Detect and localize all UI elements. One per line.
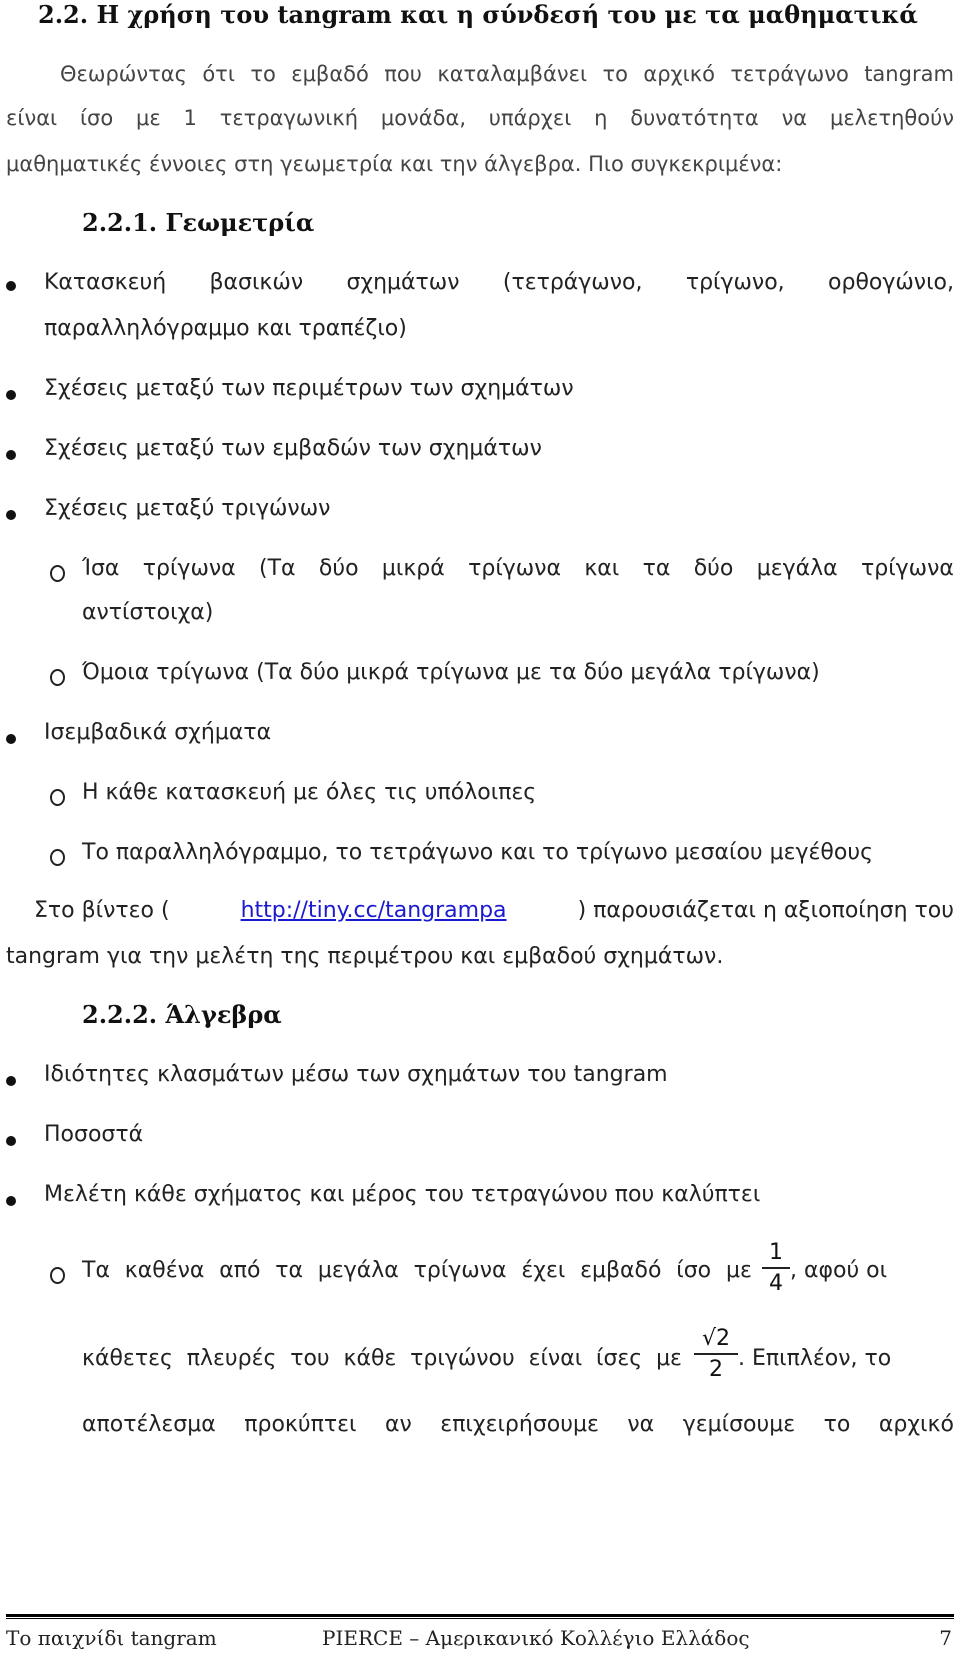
intro-line-2 [6, 106, 954, 130]
footer-rule [6, 1614, 954, 1617]
fraction-bar [694, 1353, 738, 1355]
word: κάθετες [82, 1346, 173, 1371]
algebra-bullet-2: Ποσοστά [44, 1122, 144, 1147]
word: τα [275, 1258, 304, 1283]
geometry-sub-3: Η κάθε κατασκευή με όλες τις υπόλοιπες [82, 780, 537, 805]
word: καθένα [124, 1258, 205, 1283]
word: τρίγωνα [413, 1258, 507, 1283]
algebra-bullet-1: Ιδιότητες κλασμάτων μέσω των σχημάτων του tangram [44, 1062, 668, 1087]
word: επιχειρήσουμε [440, 1412, 599, 1437]
word: είναι [528, 1346, 583, 1371]
word: δύο [693, 556, 734, 581]
geometry-bullet-4: Σχέσεις μεταξύ τριγώνων [44, 496, 331, 521]
word: Θεωρώντας [60, 62, 187, 86]
word: έχει [521, 1258, 566, 1283]
page-number: 7 [939, 1626, 952, 1650]
sub-bullet-circle [50, 565, 65, 582]
word: ότι [202, 62, 235, 86]
word: αρχικό [878, 1412, 954, 1437]
word: τρίγωνα [468, 556, 561, 581]
word: αν [384, 1412, 412, 1437]
word: τα [642, 556, 671, 581]
word: τρίγωνα [860, 556, 954, 581]
geometry-sub-1-line-2: αντίστοιχα) [82, 600, 214, 625]
word: του [290, 1346, 330, 1371]
fraction-one-quarter [762, 1240, 790, 1296]
geometry-bullet-3: Σχέσεις μεταξύ των εμβαδών των σχημάτων [44, 436, 542, 461]
algebra-sub-1-line-2 [82, 1346, 682, 1371]
word: 1 [183, 106, 197, 130]
word: τριγώνου [410, 1346, 515, 1371]
word: το [602, 62, 628, 86]
fraction-bar [762, 1267, 790, 1269]
geometry-bullet-1-line-2: παραλληλόγραμμο και τραπέζιο) [44, 316, 407, 341]
fraction-denominator: 2 [709, 1357, 723, 1382]
word: πλευρές [186, 1346, 277, 1371]
bullet-dot [6, 1196, 16, 1206]
video-text-after: ) παρουσιάζεται η αξιοποίηση του [577, 898, 954, 923]
word: αποτέλεσμα [82, 1412, 216, 1437]
word: καταλαμβάνει [437, 62, 588, 86]
footer-left: Το παιχνίδι tangram [6, 1626, 217, 1650]
sub-bullet-circle [50, 669, 65, 686]
sub-bullet-circle [50, 1267, 65, 1284]
word: (τετράγωνο, [502, 270, 643, 295]
word: με [656, 1346, 682, 1371]
bullet-dot [6, 1136, 16, 1146]
video-text-before: Στο βίντεο ( [34, 898, 170, 923]
algebra-sub-1-line-1 [82, 1258, 752, 1283]
geometry-bullet-1-line-1 [44, 270, 954, 295]
word: με [136, 106, 161, 130]
algebra-sub-1-line-2-end: . Επιπλέον, το [738, 1346, 892, 1371]
word: που [384, 62, 422, 86]
fraction-numerator: √2 [701, 1326, 730, 1351]
word: με [725, 1258, 752, 1283]
bullet-dot [6, 510, 16, 520]
word: μικρά [381, 556, 445, 581]
bullet-dot [6, 281, 16, 291]
word: tangram [864, 62, 954, 86]
word: μεγάλα [317, 1258, 399, 1283]
word: εμβαδό [580, 1258, 662, 1283]
word: μελετηθούν [829, 106, 954, 130]
word: από [219, 1258, 261, 1283]
word: προκύπτει [244, 1412, 357, 1437]
word: κάθε [343, 1346, 397, 1371]
word: είναι [6, 106, 58, 130]
fraction-denominator: 4 [769, 1271, 783, 1296]
algebra-sub-1-line-1-end [790, 1258, 954, 1283]
geometry-sub-4: Το παραλληλόγραμμο, το τετράγωνο και το τρίγωνο μεσαίου μεγέθους [82, 840, 873, 865]
word: γεμίσουμε [682, 1412, 796, 1437]
video-paragraph-line-2: tangram για την μελέτη της περιμέτρου και εμβαδού σχημάτων. [6, 944, 724, 969]
word: ίσες [596, 1346, 643, 1371]
word: σχημάτων [346, 270, 460, 295]
word: η [594, 106, 608, 130]
bullet-dot [6, 1076, 16, 1086]
word: και [584, 556, 620, 581]
word: μεγάλα [756, 556, 838, 581]
geometry-sub-1-line-1 [82, 556, 954, 581]
algebra-sub-1-line-3 [82, 1412, 954, 1437]
video-paragraph-line-1 [34, 898, 954, 923]
fraction-numerator: 1 [769, 1240, 783, 1265]
word: τρίγωνο, [685, 270, 785, 295]
geometry-sub-2: Όμοια τρίγωνα (Τα δύο μικρά τρίγωνα με τα δύο μεγάλα τρίγωνα) [82, 660, 820, 685]
word: ίσο [79, 106, 114, 130]
word: Κατασκευή [44, 270, 167, 295]
geometry-heading: 2.2.1. Γεωμετρία [82, 208, 315, 237]
word: Ίσα [82, 556, 120, 581]
word: ορθογώνιο, [828, 270, 954, 295]
word: το [250, 62, 276, 86]
fraction-sqrt2-over-2 [694, 1326, 738, 1382]
algebra-heading: 2.2.2. Άλγεβρα [82, 1000, 282, 1029]
section-heading: 2.2. Η χρήση του tangram και η σύνδεσή του με τα μαθηματικά [38, 0, 918, 29]
sub-bullet-circle [50, 789, 65, 806]
word: τετραγωνική [219, 106, 359, 130]
word: αρχικό [643, 62, 716, 86]
bullet-dot [6, 450, 16, 460]
sub-bullet-circle [50, 849, 65, 866]
bullet-dot [6, 390, 16, 400]
intro-line-1 [60, 62, 954, 86]
algebra-bullet-3: Μελέτη κάθε σχήματος και μέρος του τετραγώνου που καλύπτει [44, 1182, 761, 1207]
geometry-bullet-5: Ισεμβαδικά σχήματα [44, 720, 272, 745]
intro-line-3: μαθηματικές έννοιες στη γεωμετρία και την άλγεβρα. Πιο συγκεκριμένα: [6, 152, 783, 176]
word: βασικών [209, 270, 304, 295]
word: να [781, 106, 808, 130]
word: τρίγωνα [142, 556, 236, 581]
word: το [823, 1412, 851, 1437]
word: (Τα [259, 556, 296, 581]
video-link[interactable]: http://tiny.cc/tangrampa [240, 898, 507, 923]
word: Τα [82, 1258, 110, 1283]
footer-center: PIERCE – Αμερικανικό Κολλέγιο Ελλάδος [322, 1626, 750, 1650]
word: εμβαδό [291, 62, 369, 86]
word: υπάρχει [488, 106, 572, 130]
text-segment: , αφού οι [790, 1258, 888, 1283]
word: δυνατότητα [630, 106, 759, 130]
footer-rule-thin [6, 1618, 954, 1619]
bullet-dot [6, 734, 16, 744]
word: να [627, 1412, 655, 1437]
word: δύο [318, 556, 359, 581]
geometry-bullet-2: Σχέσεις μεταξύ των περιμέτρων των σχημάτων [44, 376, 574, 401]
word: ίσο [676, 1258, 712, 1283]
word: μονάδα, [380, 106, 466, 130]
word: τετράγωνο [730, 62, 849, 86]
